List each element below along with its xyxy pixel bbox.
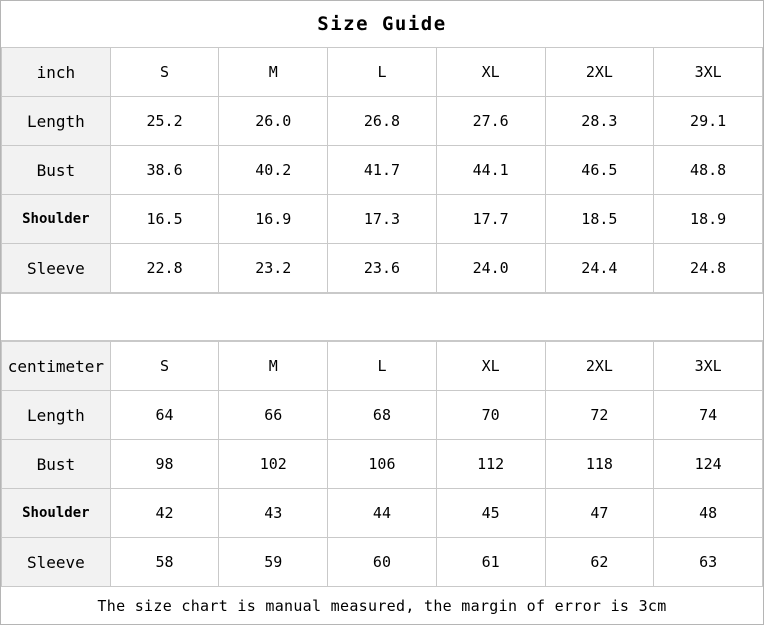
cell-sleeve-3xl: 24.8 bbox=[654, 244, 763, 293]
cell-shoulder-s: 42 bbox=[110, 489, 219, 538]
cell-bust-l: 41.7 bbox=[328, 146, 437, 195]
cell-shoulder-2xl: 47 bbox=[545, 489, 654, 538]
table-row bbox=[2, 391, 763, 440]
cell-sleeve-s: 58 bbox=[110, 538, 219, 587]
cell-length-m: 66 bbox=[219, 391, 328, 440]
cell-bust-s: 38.6 bbox=[110, 146, 219, 195]
cell-shoulder-xl: 17.7 bbox=[436, 195, 545, 244]
cell-shoulder-3xl: 48 bbox=[654, 489, 763, 538]
table-row bbox=[2, 440, 763, 489]
table-row bbox=[2, 195, 763, 244]
table-row bbox=[2, 146, 763, 195]
cell-bust-2xl: 46.5 bbox=[545, 146, 654, 195]
cell-length-3xl: 74 bbox=[654, 391, 763, 440]
cell-sleeve-xl: 61 bbox=[436, 538, 545, 587]
table-row bbox=[2, 244, 763, 293]
table-header-row bbox=[2, 342, 763, 391]
cell-shoulder-3xl: 18.9 bbox=[654, 195, 763, 244]
cell-shoulder-m: 16.9 bbox=[219, 195, 328, 244]
column-header-s: S bbox=[110, 342, 219, 391]
row-label-length: Length bbox=[2, 97, 111, 146]
cell-length-m: 26.0 bbox=[219, 97, 328, 146]
table-separator bbox=[1, 293, 763, 341]
cell-bust-2xl: 118 bbox=[545, 440, 654, 489]
column-header-3xl: 3XL bbox=[654, 48, 763, 97]
column-header-xl: XL bbox=[436, 342, 545, 391]
cell-sleeve-2xl: 62 bbox=[545, 538, 654, 587]
cell-sleeve-xl: 24.0 bbox=[436, 244, 545, 293]
page-title: Size Guide bbox=[317, 13, 447, 35]
cell-bust-s: 98 bbox=[110, 440, 219, 489]
row-label-shoulder: Shoulder bbox=[2, 489, 111, 538]
row-label-sleeve: Sleeve bbox=[2, 538, 111, 587]
cell-sleeve-s: 22.8 bbox=[110, 244, 219, 293]
cell-sleeve-2xl: 24.4 bbox=[545, 244, 654, 293]
table-header-row bbox=[2, 48, 763, 97]
column-header-2xl: 2XL bbox=[545, 342, 654, 391]
column-header-3xl: 3XL bbox=[654, 342, 763, 391]
cell-bust-l: 106 bbox=[328, 440, 437, 489]
cell-length-2xl: 28.3 bbox=[545, 97, 654, 146]
cell-length-3xl: 29.1 bbox=[654, 97, 763, 146]
cell-shoulder-l: 17.3 bbox=[328, 195, 437, 244]
column-header-l: L bbox=[328, 48, 437, 97]
measurement-disclaimer: The size chart is manual measured, the margin of error is 3cm bbox=[1, 587, 763, 624]
size-table-inch bbox=[1, 47, 763, 293]
cell-length-s: 64 bbox=[110, 391, 219, 440]
cell-shoulder-s: 16.5 bbox=[110, 195, 219, 244]
row-label-length: Length bbox=[2, 391, 111, 440]
row-label-bust: Bust bbox=[2, 440, 111, 489]
cell-length-l: 68 bbox=[328, 391, 437, 440]
cell-bust-xl: 112 bbox=[436, 440, 545, 489]
cell-shoulder-m: 43 bbox=[219, 489, 328, 538]
size-table-centimeter bbox=[1, 341, 763, 587]
cell-length-xl: 70 bbox=[436, 391, 545, 440]
column-header-s: S bbox=[110, 48, 219, 97]
column-header-xl: XL bbox=[436, 48, 545, 97]
column-header-2xl: 2XL bbox=[545, 48, 654, 97]
cell-shoulder-2xl: 18.5 bbox=[545, 195, 654, 244]
title-bar bbox=[1, 1, 763, 47]
column-header-m: M bbox=[219, 342, 328, 391]
column-header-m: M bbox=[219, 48, 328, 97]
cell-bust-m: 102 bbox=[219, 440, 328, 489]
cell-shoulder-xl: 45 bbox=[436, 489, 545, 538]
cell-shoulder-l: 44 bbox=[328, 489, 437, 538]
cell-bust-xl: 44.1 bbox=[436, 146, 545, 195]
cell-sleeve-l: 23.6 bbox=[328, 244, 437, 293]
cell-bust-3xl: 48.8 bbox=[654, 146, 763, 195]
row-label-sleeve: Sleeve bbox=[2, 244, 111, 293]
unit-label-centimeter: centimeter bbox=[2, 342, 111, 391]
cell-sleeve-3xl: 63 bbox=[654, 538, 763, 587]
cell-sleeve-m: 23.2 bbox=[219, 244, 328, 293]
cell-bust-3xl: 124 bbox=[654, 440, 763, 489]
row-label-shoulder: Shoulder bbox=[2, 195, 111, 244]
unit-label-inch: inch bbox=[2, 48, 111, 97]
table-row bbox=[2, 97, 763, 146]
cell-length-xl: 27.6 bbox=[436, 97, 545, 146]
cell-sleeve-l: 60 bbox=[328, 538, 437, 587]
cell-length-s: 25.2 bbox=[110, 97, 219, 146]
column-header-l: L bbox=[328, 342, 437, 391]
cell-length-l: 26.8 bbox=[328, 97, 437, 146]
cell-bust-m: 40.2 bbox=[219, 146, 328, 195]
cell-sleeve-m: 59 bbox=[219, 538, 328, 587]
table-row bbox=[2, 489, 763, 538]
cell-length-2xl: 72 bbox=[545, 391, 654, 440]
table-row bbox=[2, 538, 763, 587]
row-label-bust: Bust bbox=[2, 146, 111, 195]
